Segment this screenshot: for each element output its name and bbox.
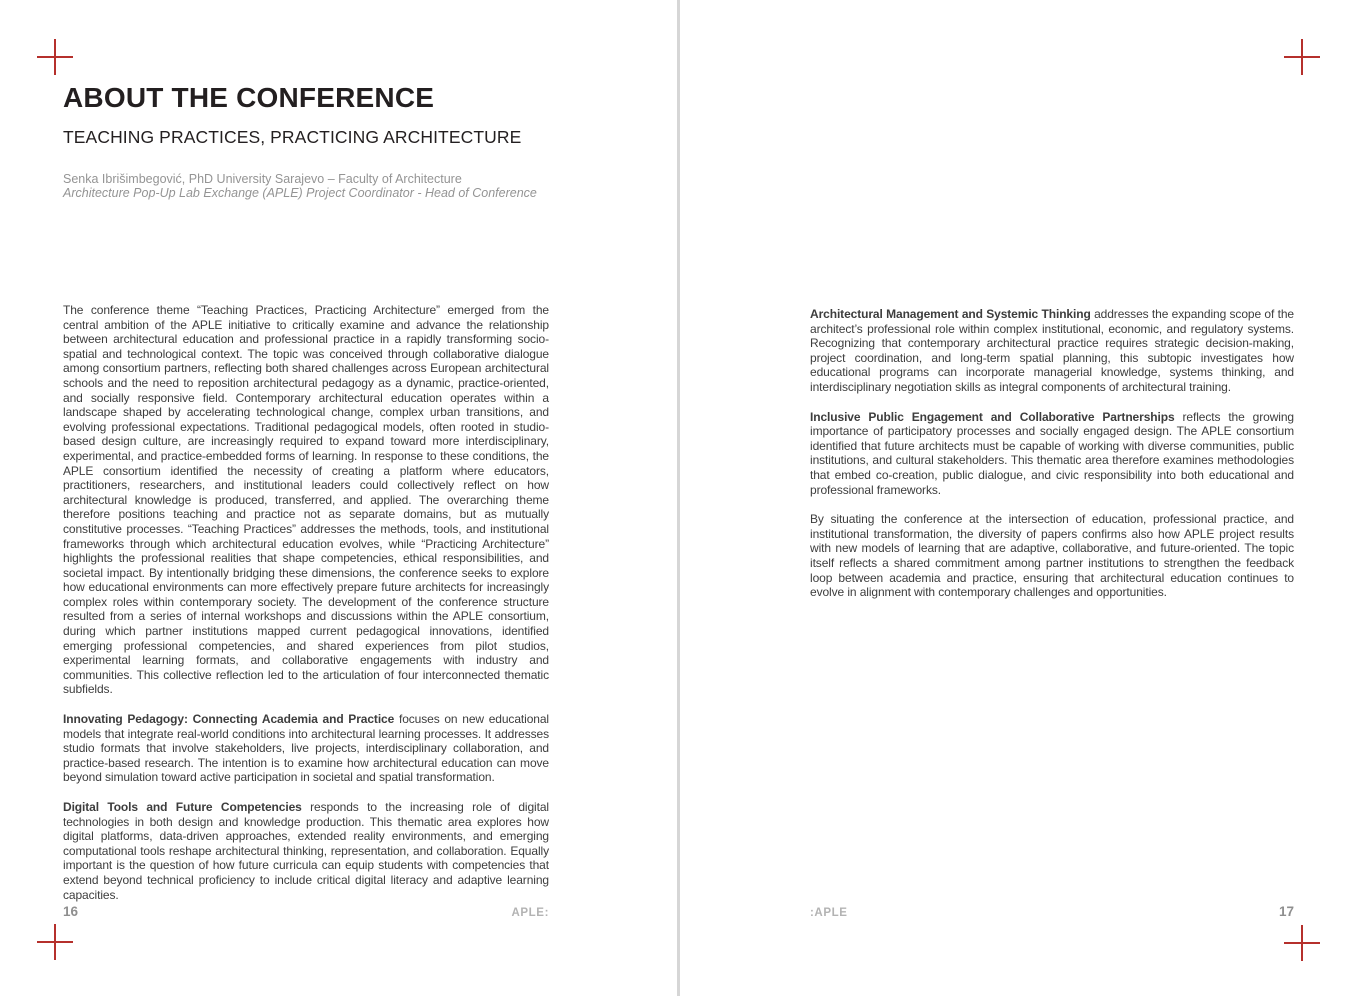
paragraph-lead-in: Architectural Management and Systemic Thinking [810, 307, 1091, 321]
page-number: 16 [63, 904, 79, 919]
page-gutter-divider [677, 0, 680, 996]
author-name-line: Senka Ibrišimbegović, PhD University Sarajevo – Faculty of Architecture [63, 172, 462, 186]
paragraph-lead-in: Innovating Pedagogy: Connecting Academia and Practice [63, 712, 395, 727]
page-title: ABOUT THE CONFERENCE [63, 82, 435, 113]
page-subtitle: TEACHING PRACTICES, PRACTICING ARCHITECTURE [63, 127, 522, 147]
paragraph-digital-tools [63, 800, 549, 902]
paragraph-inclusive-engagement [810, 410, 1294, 498]
running-footer-brand: APLE: [511, 907, 549, 919]
paragraph-closing-summary [810, 512, 1294, 600]
paragraph-text: addresses the expanding scope of the architect’s professional role within complex institutional, economic, and regulatory systems. Recognizing that contemporary architectural practice requires strategic decision-making, project coordination, and long-term spatial planning, this subtopic investigates how educational programs can incorporate managerial knowledge, systems thinking, and interdisciplinary negotiation skills as integral components of architectural training. [810, 307, 1294, 394]
author-role-line: Architecture Pop-Up Lab Exchange (APLE) Project Coordinator - Head of Conference [63, 186, 537, 200]
paragraph-text: The conference theme “Teaching Practices, Practicing Architecture” emerged from the central ambition of the APLE initiative to critically examine and advance the relationship between architectural education and professional practice in a rapidly transforming socio-spatial and technological context. The topic was conceived through collaborative dialogue among consortium partners, reflecting both shared challenges across European architectural schools and the need to reposition architectural pedagogy as a dynamic, practice-oriented, and socially responsive field. Contemporary architectural education operates within a landscape shaped by accelerating technological change, complex urban transitions, and evolving professional expectations. Traditional pedagogical models, often rooted in studio-based design culture, are increasingly required to expand toward more interdisciplinary, experimental, and practice-embedded forms of learning. In response to these conditions, the APLE consortium identified the necessity of creating a platform where educators, practitioners, researchers, and institutional leaders could collectively reflect on how architectural knowledge is produced, transferred, and applied. The overarching theme therefore positions teaching and practice not as separate domains, but as mutually constitutive processes. “Teaching Practices” addresses the methods, tools, and institutional frameworks through which architectural education evolves, while “Practicing Architecture” highlights the professional realities that shape competencies, ethical responsibilities, and societal impact. By intentionally bridging these dimensions, the conference seeks to explore how educational environments can more effectively prepare future architects for increasingly complex roles within contemporary society. The development of the conference structure resulted from a series of internal workshops and discussions within the APLE consortium, during which partner institutions mapped current pedagogical innovations, identified emerging professional competencies, and shared experiences from pilot studios, experimental learning formats, and collaborative engagements with industry and communities. This collective reflection led to the articulation of four interconnected thematic subfields. [63, 303, 549, 697]
running-footer-brand: :APLE [810, 907, 848, 919]
page-right [810, 0, 1294, 996]
paragraph-text: focuses on new educational models that integrate real-world conditions into architectural learning processes. It addresses studio formats that involve stakeholders, live projects, interdisciplinary collaboration, and practice-based research. The intention is to examine how architectural education can move beyond simulation toward active participation in societal and spatial transformation. [63, 712, 549, 785]
paragraph-text: reflects the growing importance of participatory processes and socially engaged design. The APLE consortium identified that future architects must be capable of working with diverse communities, public institutions, and cultural stakeholders. This thematic area therefore examines methodologies that embed co-creation, public dialogue, and civic responsibility into both educational and professional frameworks. [810, 409, 1294, 497]
left-text-column [63, 303, 549, 917]
page-left [63, 0, 549, 996]
right-text-column [810, 307, 1294, 615]
paragraph-lead-in: Digital Tools and Future Competencies [63, 800, 302, 814]
paragraph-innovating-pedagogy [63, 712, 549, 785]
paragraph-lead-in: Inclusive Public Engagement and Collaborative Partnerships [810, 409, 1175, 424]
paragraph-text: By situating the conference at the intersection of education, professional practice, and institutional transformation, the diversity of papers confirms also how APLE project results with new models of learning that are adaptive, collaborative, and future-oriented. The topic itself reflects a shared commitment among partner institutions to strengthen the feedback loop between academia and practice, ensuring that architectural education continues to evolve in alignment with contemporary challenges and opportunities. [810, 512, 1294, 600]
left-page-footer [63, 904, 549, 919]
page-number: 17 [1278, 904, 1294, 919]
paragraph-architectural-management [810, 307, 1294, 395]
right-page-footer [810, 904, 1294, 919]
paragraph-theme-overview [63, 303, 549, 697]
paragraph-text: responds to the increasing role of digital technologies in both design and knowledge production. This thematic area explores how digital platforms, data-driven approaches, extended reality environments, and emerging computational tools reshape architectural thinking, representation, and collaboration. Equally important is the question of how future curricula can equip students with competencies that extend beyond technical proficiency to include critical digital literacy and adaptive learning capacities. [63, 800, 549, 902]
